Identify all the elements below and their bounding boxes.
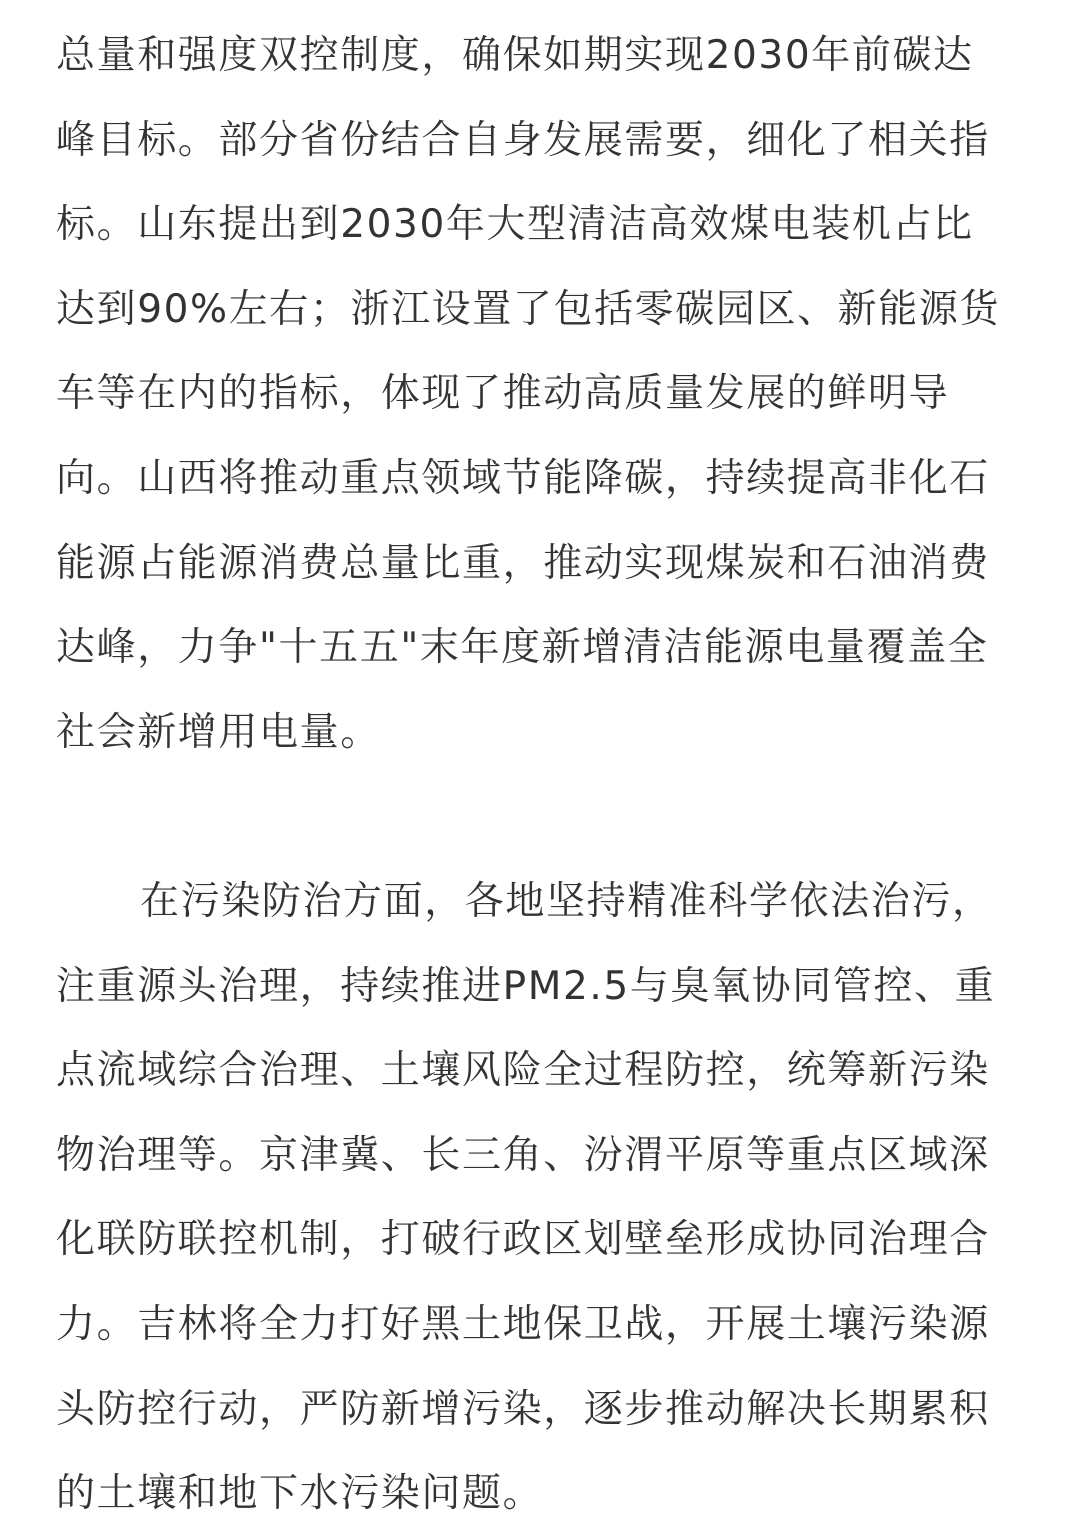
paragraph-pollution-control bbox=[56, 860, 1024, 1537]
paragraph-line: 化联防联控机制，打破行政区划壁垒形成协同治理合 bbox=[56, 1217, 990, 1263]
paragraph-line: 达到90%左右；浙江设置了包括零碳园区、新能源货 bbox=[56, 286, 1001, 332]
paragraph-line: 头防控行动，严防新增污染，逐步推动解决长期累积 bbox=[56, 1386, 990, 1432]
paragraph-line: 力。吉林将全力打好黑土地保卫战，开展土壤污染源 bbox=[56, 1301, 990, 1347]
paragraph-line: 车等在内的指标，体现了推动高质量发展的鲜明导 bbox=[56, 371, 950, 417]
paragraph-line: 注重源头治理，持续推进PM2.5与臭氧协同管控、重 bbox=[56, 963, 996, 1009]
paragraph-carbon-peak bbox=[56, 14, 1024, 775]
paragraph-line: 总量和强度双控制度，确保如期实现2030年前碳达 bbox=[56, 33, 974, 78]
paragraph-line: 向。山西将推动重点领域节能降碳，持续提高非化石 bbox=[56, 455, 990, 501]
paragraph-line: 能源占能源消费总量比重，推动实现煤炭和石油消费 bbox=[56, 540, 990, 586]
paragraph-line: 峰目标。部分省份结合自身发展需要，细化了相关指 bbox=[56, 117, 990, 163]
paragraph-line: 的土壤和地下水污染问题。 bbox=[56, 1471, 544, 1517]
paragraph-line: 标。山东提出到2030年大型清洁高效煤电装机占比 bbox=[56, 202, 974, 248]
paragraph-line: 达峰，力争"十五五"末年度新增清洁能源电量覆盖全 bbox=[56, 625, 989, 671]
paragraph-line: 点流域综合治理、土壤风险全过程防控，统筹新污染 bbox=[56, 1048, 990, 1094]
article-body bbox=[56, 14, 1024, 1537]
paragraph-spacer bbox=[56, 775, 1024, 860]
paragraph-line: 物治理等。京津冀、长三角、汾渭平原等重点区域深 bbox=[56, 1132, 990, 1178]
paragraph-line: 在污染防治方面，各地坚持精准科学依法治污， bbox=[140, 878, 993, 924]
paragraph-line: 社会新增用电量。 bbox=[56, 709, 381, 755]
